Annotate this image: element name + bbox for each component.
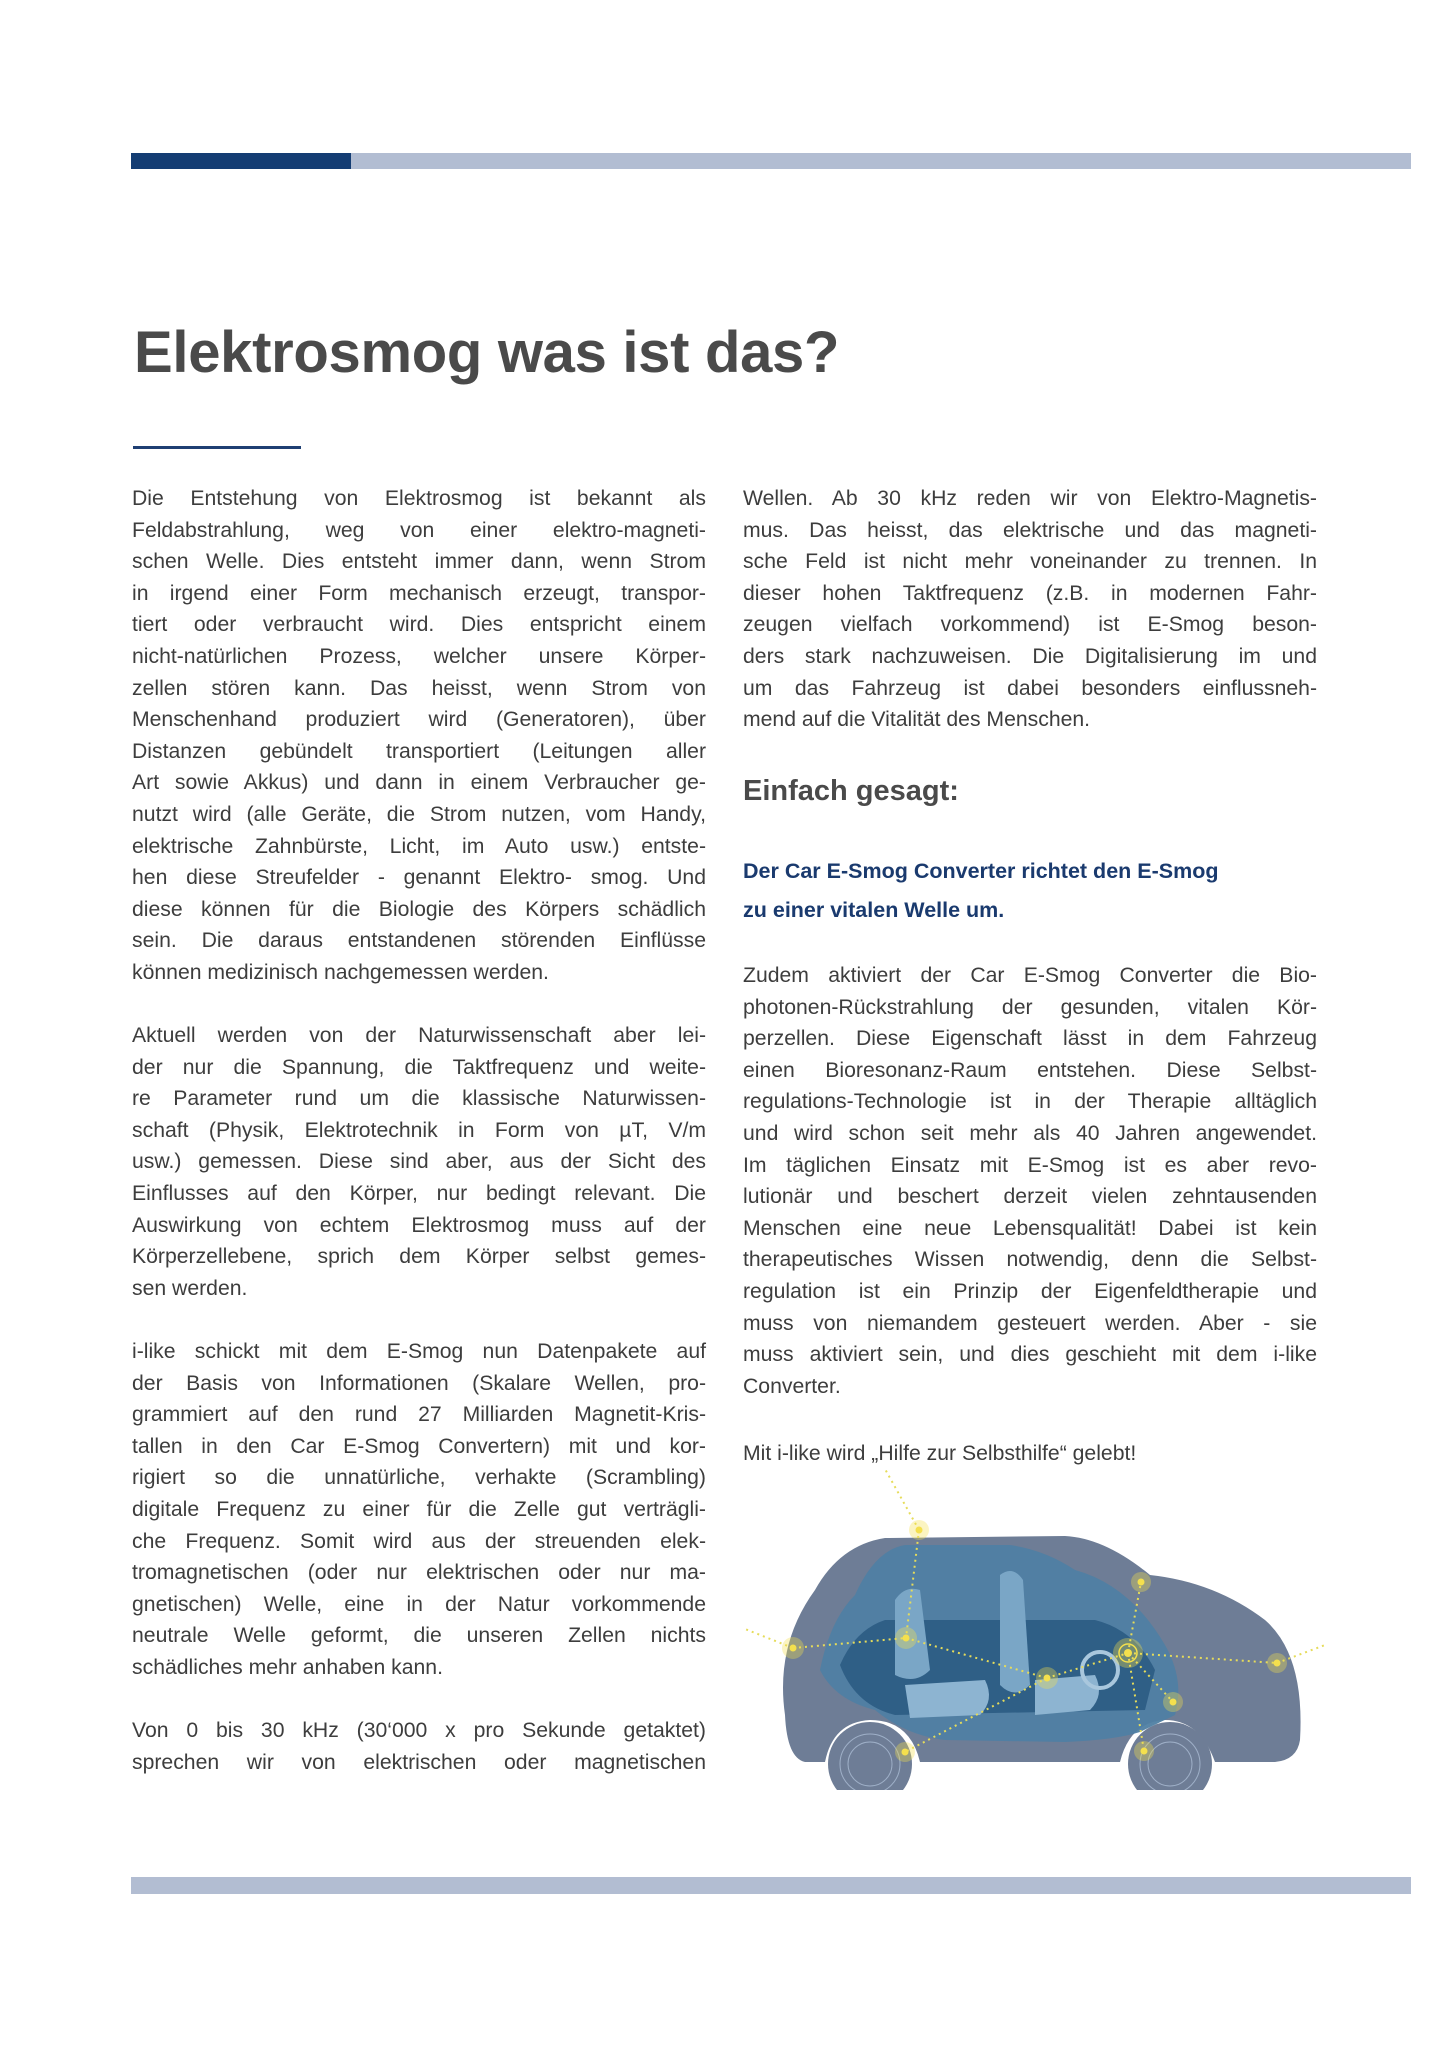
node-roof-rear bbox=[909, 1520, 929, 1540]
top-bar-accent bbox=[131, 153, 351, 169]
closing-line: Mit i-like wird „Hilfe zur Selbsthilfe“ gelebt! bbox=[743, 1442, 1137, 1465]
text-line: therapeutisches Wissen notwendig, denn die Selbst- bbox=[743, 1248, 1317, 1272]
text-line: elektrische Zahnbürste, Licht, im Auto usw.) entste- bbox=[132, 834, 706, 858]
text-line: tiert oder verbraucht wird. Dies entspricht einem bbox=[132, 613, 706, 637]
paragraph-measurement bbox=[132, 1020, 706, 1304]
text-line: dieser hohen Taktfrequenz (z.B. in modernen Fahr- bbox=[743, 581, 1317, 605]
text-line: mus. Das heisst, das elektrische und das magneti- bbox=[743, 518, 1317, 542]
text-line: zeugen vielfach vorkommend) ist E-Smog beson- bbox=[743, 613, 1317, 637]
text-line: der nur die Spannung, die Taktfrequenz und weite- bbox=[132, 1055, 706, 1079]
text-line: Art sowie Akkus) und dann in einem Verbraucher ge- bbox=[132, 771, 706, 795]
text-line: i-like schickt mit dem E-Smog nun Datenpakete auf bbox=[132, 1340, 706, 1363]
text-line: sprechen wir von elektrischen oder magnetischen bbox=[132, 1750, 706, 1774]
paragraph-origin bbox=[132, 483, 706, 989]
text-line: in irgend einer Form mechanisch erzeugt, transpor- bbox=[132, 581, 706, 605]
text-line: sen werden. bbox=[132, 1276, 248, 1300]
paragraph-em-continuation bbox=[743, 483, 1317, 736]
text-line: nicht-natürlichen Prozess, welcher unsere Körper- bbox=[132, 644, 706, 668]
text-line: grammiert auf den rund 27 Milliarden Magnetit-Kris- bbox=[132, 1403, 706, 1427]
bottom-decorative-bar bbox=[131, 1877, 1411, 1894]
text-line: können medizinisch nachgemessen werden. bbox=[132, 960, 549, 984]
text-line: einen Bioresonanz-Raum entstehen. Diese Selbst- bbox=[743, 1058, 1317, 1082]
highlight-statement bbox=[743, 852, 1218, 930]
text-line: nutzt wird (alle Geräte, die Strom nutzen, vom Handy, bbox=[132, 802, 706, 826]
text-line: Im täglichen Einsatz mit E-Smog ist es aber revo- bbox=[743, 1153, 1317, 1177]
highlight-line: zu einer vitalen Welle um. bbox=[743, 898, 1005, 922]
text-line: Feldabstrahlung, weg von einer elektro-magneti- bbox=[132, 518, 706, 542]
text-line: perzellen. Diese Eigenschaft lässt in dem Fahrzeug bbox=[743, 1027, 1317, 1051]
text-line: muss aktiviert sein, und dies geschieht mit dem i-like bbox=[743, 1343, 1317, 1367]
text-line: Menschenhand produziert wird (Generatoren), über bbox=[132, 708, 706, 732]
text-line: digitale Frequenz zu einer für die Zelle gut verträgli- bbox=[132, 1497, 706, 1521]
text-line: re Parameter rund um die klassische Naturwissen- bbox=[132, 1087, 706, 1111]
paragraph-frequency bbox=[132, 1715, 706, 1778]
text-line: mend auf die Vitalität des Menschen. bbox=[743, 708, 1091, 732]
text-line: Converter. bbox=[743, 1374, 841, 1398]
car-illustration bbox=[745, 1470, 1335, 1790]
node-rear-wheel bbox=[895, 1742, 915, 1762]
paragraph-biophotonen bbox=[743, 960, 1317, 1402]
text-line: Aktuell werden von der Naturwissenschaft aber lei- bbox=[132, 1024, 706, 1047]
node-rear-seat bbox=[895, 1627, 917, 1649]
node-footwell bbox=[1163, 1692, 1183, 1712]
text-line: schaft (Physik, Elektrotechnik in Form von µT, V/m bbox=[132, 1118, 706, 1142]
text-line: Von 0 bis 30 kHz (30‘000 x pro Sekunde getaktet) bbox=[132, 1719, 706, 1742]
text-line: um das Fahrzeug ist dabei besonders einflussneh- bbox=[743, 676, 1317, 700]
text-line: gnetischen) Welle, eine in der Natur vorkommende bbox=[132, 1592, 706, 1616]
node-windshield bbox=[1131, 1572, 1151, 1592]
title-underline bbox=[133, 446, 301, 449]
top-decorative-bar bbox=[131, 153, 1411, 169]
text-line: neutrale Welle geformt, die unseren Zellen nichts bbox=[132, 1624, 706, 1648]
node-dashboard bbox=[1113, 1638, 1143, 1668]
text-line: regulation ist ein Prinzip der Eigenfeldtherapie und bbox=[743, 1279, 1317, 1303]
text-line: sche Feld ist nicht mehr voneinander zu trennen. In bbox=[743, 550, 1317, 574]
text-line: che Frequenz. Somit wird aus der streuenden elek- bbox=[132, 1529, 706, 1553]
subheading-einfach-gesagt: Einfach gesagt: bbox=[743, 775, 959, 807]
text-line: rigiert so die unnatürliche, verhakte (Scrambling) bbox=[132, 1466, 706, 1490]
text-line: Die Entstehung von Elektrosmog ist bekannt als bbox=[132, 487, 706, 510]
text-line: Wellen. Ab 30 kHz reden wir von Elektro-Magnetis- bbox=[743, 487, 1317, 510]
text-line: tromagnetischen (oder nur elektrischen oder nur ma- bbox=[132, 1561, 706, 1585]
node-rear-bumper bbox=[782, 1637, 804, 1659]
page-title: Elektrosmog was ist das? bbox=[134, 320, 840, 385]
text-line: diese können für die Biologie des Körpers schädlich bbox=[132, 897, 706, 921]
text-line: der Basis von Informationen (Skalare Wellen, pro- bbox=[132, 1371, 706, 1395]
text-line: regulations-Technologie ist in der Therapie alltäglich bbox=[743, 1090, 1317, 1114]
text-line: lutionär und beschert derzeit vielen zehntausenden bbox=[743, 1185, 1317, 1209]
text-line: ders stark nachzuweisen. Die Digitalisierung im und bbox=[743, 644, 1317, 668]
text-line: schädliches mehr anhaben kann. bbox=[132, 1655, 443, 1679]
highlight-line: Der Car E-Smog Converter richtet den E-Smog bbox=[743, 859, 1219, 883]
text-line: hen diese Streufelder - genannt Elektro- smog. Und bbox=[132, 866, 706, 890]
text-line: Auswirkung von echtem Elektrosmog muss auf der bbox=[132, 1213, 706, 1237]
text-line: Zudem aktiviert der Car E-Smog Converter die Bio- bbox=[743, 964, 1317, 987]
text-line: photonen-Rückstrahlung der gesunden, vitalen Kör- bbox=[743, 995, 1317, 1019]
text-line: usw.) gemessen. Diese sind aber, aus der Sicht des bbox=[132, 1150, 706, 1174]
node-front-wheel bbox=[1134, 1741, 1154, 1761]
text-line: und wird schon seit mehr als 40 Jahren angewendet. bbox=[743, 1121, 1317, 1145]
paragraph-i-like bbox=[132, 1336, 706, 1684]
text-line: muss von niemandem gesteuert werden. Aber - sie bbox=[743, 1311, 1317, 1335]
text-line: schen Welle. Dies entsteht immer dann, wenn Strom bbox=[132, 550, 706, 574]
text-line: Distanzen gebündelt transportiert (Leitungen aller bbox=[132, 739, 706, 763]
text-line: tallen in den Car E-Smog Convertern) mit und kor- bbox=[132, 1434, 706, 1458]
text-line: Menschen eine neue Lebensqualität! Dabei ist kein bbox=[743, 1216, 1317, 1240]
text-line: Einflusses auf den Körper, nur bedingt relevant. Die bbox=[132, 1181, 706, 1205]
paragraph-closing bbox=[743, 1438, 1317, 1470]
node-front-bumper bbox=[1267, 1653, 1287, 1673]
text-line: Körperzellebene, sprich dem Körper selbst gemes- bbox=[132, 1245, 706, 1269]
text-line: sein. Die daraus entstandenen störenden Einflüsse bbox=[132, 929, 706, 953]
text-line: zellen stören kann. Das heisst, wenn Strom von bbox=[132, 676, 706, 700]
node-center bbox=[1036, 1667, 1058, 1689]
